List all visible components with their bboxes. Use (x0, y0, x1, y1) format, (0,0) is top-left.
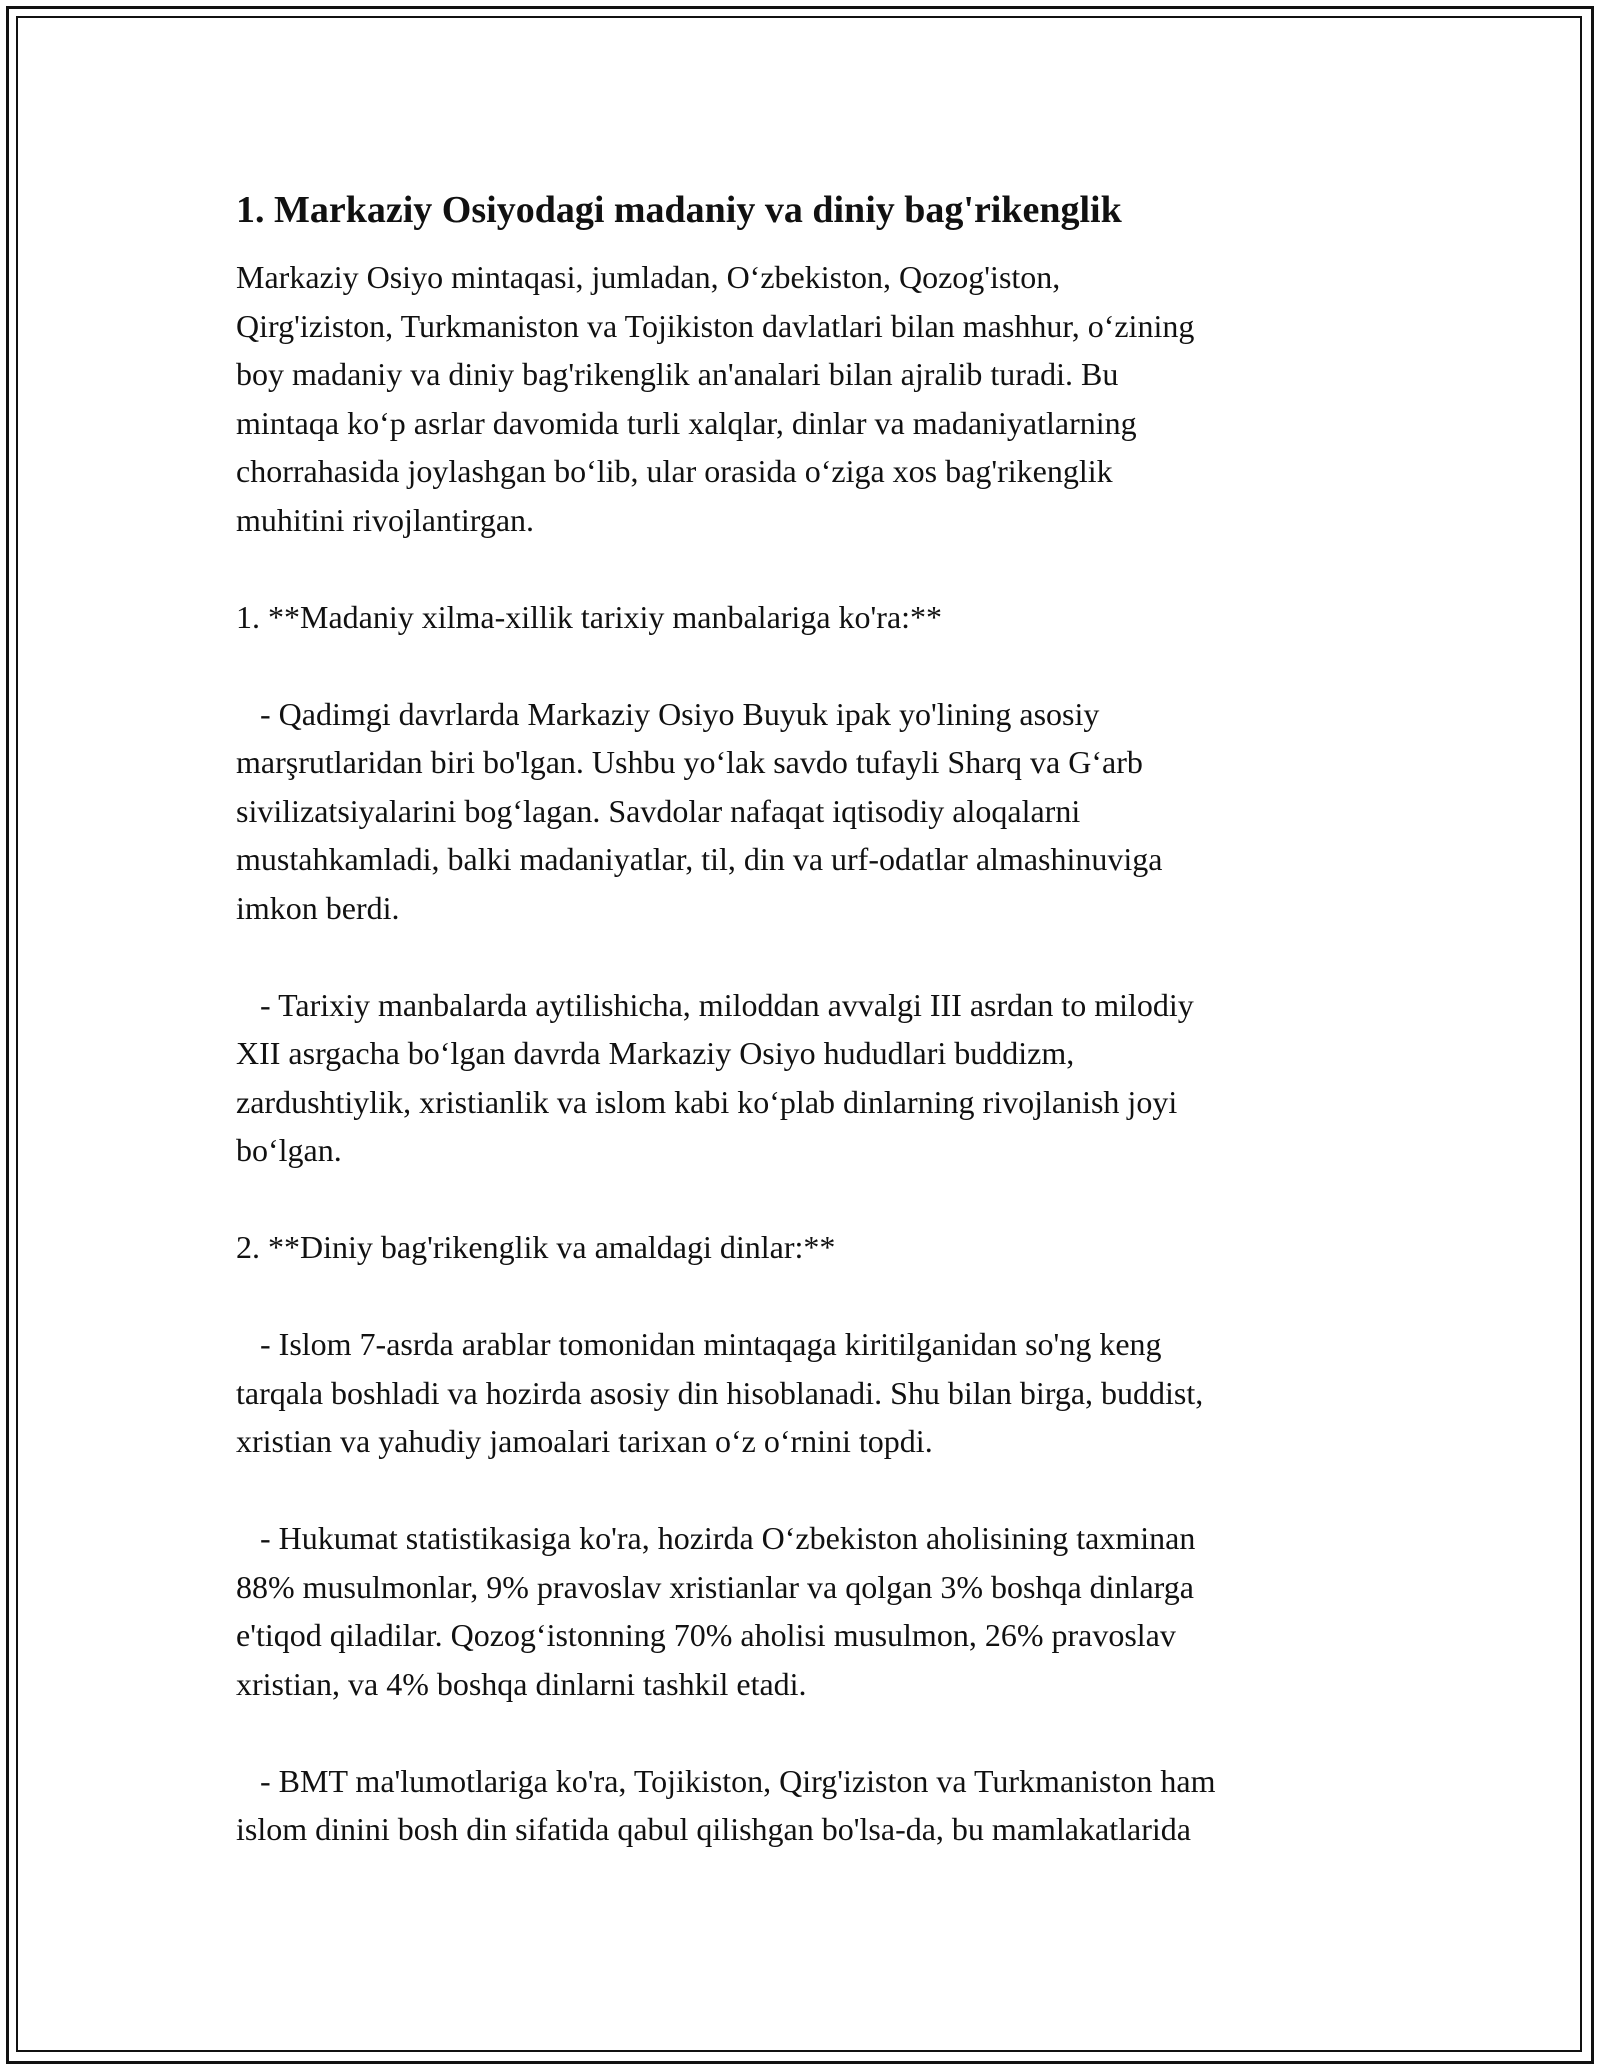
intro-line: muhitini rivojlantirgan. (236, 501, 535, 538)
list-item-line: - Qadimgi davrlarda Markaziy Osiyo Buyuk ipak yo'lining asosiy (236, 695, 1100, 732)
intro-paragraph (236, 253, 1376, 544)
list-item-line: xristian va yahudiy jamoalari tarixan o‘z o‘rnini topdi. (236, 1423, 933, 1459)
document-page (236, 186, 1376, 1854)
list-item-line: - Hukumat statistikasiga ko'ra, hozirda O‘zbekiston aholisining taxminan (236, 1520, 1196, 1556)
document-title: 1. Markaziy Osiyodagi madaniy va diniy bag'rikenglik (236, 189, 1122, 231)
list-item-line: sivilizatsiyalarini bog‘lagan. Savdolar nafaqat iqtisodiy aloqalarni (236, 792, 1081, 829)
list-item-line: mustahkamladi, balki madaniyatlar, til, din va urf-odatlar almashinuviga (236, 841, 1163, 877)
list-item-line: marşrutlaridan biri bo'lgan. Ushbu yo‘lak savdo tufayli Sharq va G‘arb (236, 744, 1143, 780)
section-1-item-1 (236, 690, 1376, 933)
list-item-line: tarqala boshladi va hozirda asosiy din hisoblanadi. Shu bilan birga, buddist, (236, 1374, 1204, 1411)
section-1-heading (236, 593, 1376, 642)
intro-line: chorrahasida joylashgan bo‘lib, ular orasida o‘ziga xos bag'rikenglik (236, 453, 1113, 489)
intro-line: Qirg'iziston, Turkmaniston va Tojikiston davlatlari bilan mashhur, o‘zining (236, 307, 1195, 344)
section-heading-text: 2. **Diniy bag'rikenglik va amaldagi dinlar:** (236, 1229, 836, 1265)
list-item-line: bo‘lgan. (236, 1132, 342, 1168)
list-item-line: imkon berdi. (236, 889, 400, 926)
section-2-heading (236, 1223, 1376, 1272)
intro-line: mintaqa ko‘p asrlar davomida turli xalqlar, dinlar va madaniyatlarning (236, 404, 1137, 441)
intro-line: Markaziy Osiyo mintaqasi, jumladan, O‘zbekiston, Qozog'iston, (236, 259, 1061, 295)
list-item-line: - Islom 7-asrda arablar tomonidan mintaqaga kiritilganidan so'ng keng (236, 1326, 1162, 1362)
list-item-line: XII asrgacha bo‘lgan davrda Markaziy Osiyo hududlari buddizm, (236, 1035, 1075, 1071)
intro-line: boy madaniy va diniy bag'rikenglik an'analari bilan ajralib turadi. Bu (236, 356, 1119, 392)
list-item-line: e'tiqod qiladilar. Qozog‘istonning 70% aholisi musulmon, 26% pravoslav (236, 1617, 1176, 1653)
list-item-line: xristian, va 4% boshqa dinlarni tashkil etadi. (236, 1665, 807, 1702)
list-item-line: zardushtiylik, xristianlik va islom kabi ko‘plab dinlarning rivojlanish joyi (236, 1083, 1178, 1120)
list-item-line: - BMT ma'lumotlariga ko'ra, Tojikiston, Qirg'iziston va Turkmaniston ham (236, 1762, 1216, 1799)
section-1-item-2 (236, 981, 1376, 1175)
section-heading-text: 1. **Madaniy xilma-xillik tarixiy manbalariga ko'ra:** (236, 598, 943, 635)
section-2-item-2 (236, 1514, 1376, 1708)
list-item-line: 88% musulmonlar, 9% pravoslav xristianlar va qolgan 3% boshqa dinlarga (236, 1568, 1194, 1605)
list-item-line: - Tarixiy manbalarda aytilishicha, miloddan avvalgi III asrdan to milodiy (236, 986, 1194, 1023)
section-2-item-1 (236, 1320, 1376, 1466)
list-item-line: islom dinini bosh din sifatida qabul qilishgan bo'lsa-da, bu mamlakatlarida (236, 1811, 1191, 1847)
section-2-item-3 (236, 1757, 1376, 1854)
